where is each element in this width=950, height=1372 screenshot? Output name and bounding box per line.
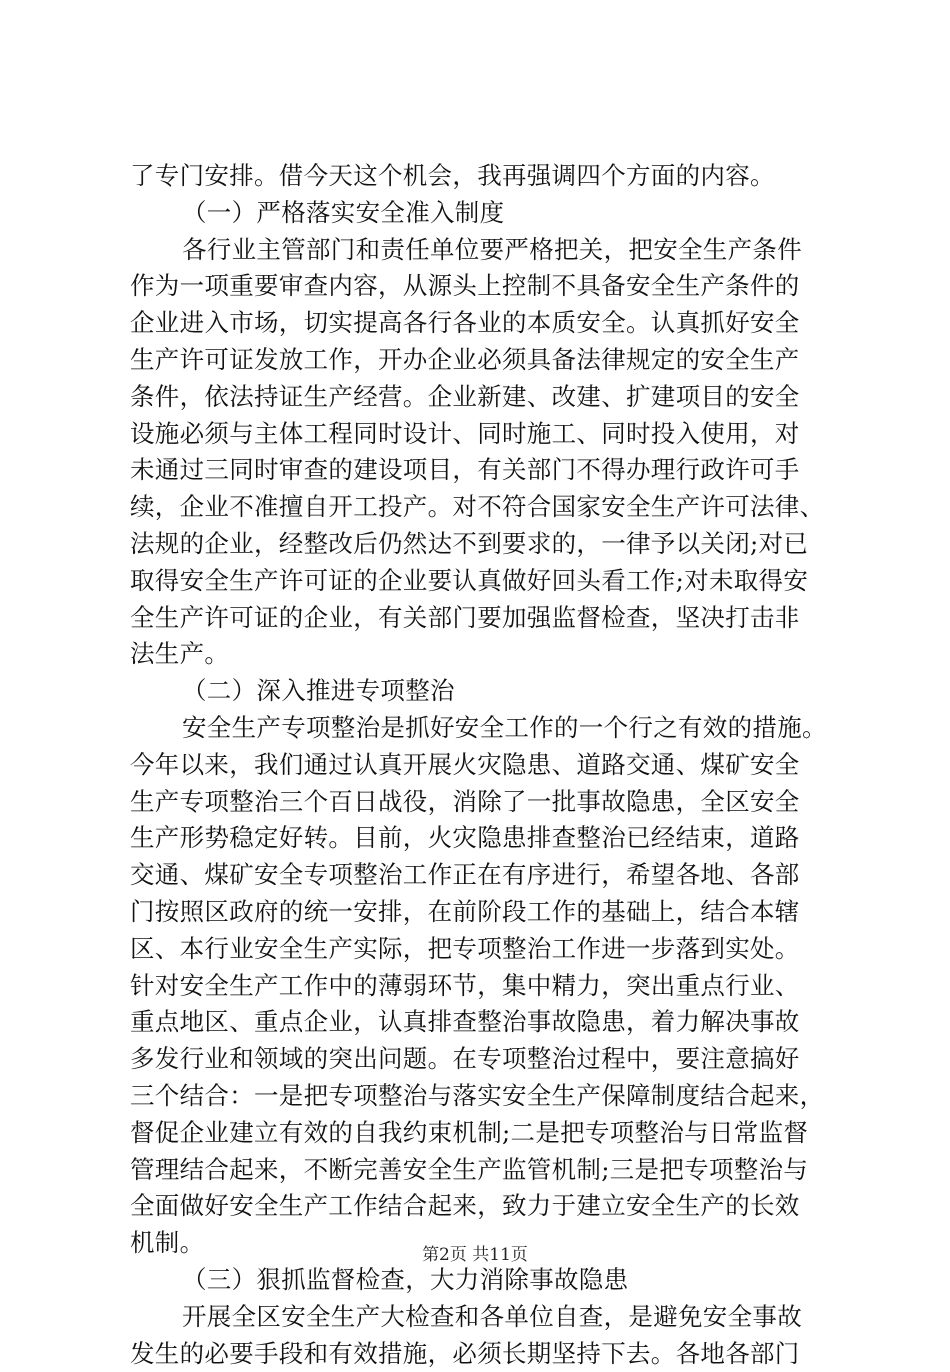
- paragraph-line: 今年以来，我们通过认真开展火灾隐患、道路交通、煤矿安全: [130, 747, 830, 784]
- paragraph-line: 企业进入市场，切实提高各行各业的本质安全。认真抓好安全: [130, 305, 830, 342]
- document-body: [130, 158, 830, 1372]
- paragraph-line: 安全生产专项整治是抓好安全工作的一个行之有效的措施。: [130, 710, 830, 747]
- section-heading: （一）严格落实安全准入制度: [130, 195, 830, 232]
- paragraph-line: 针对安全生产工作中的薄弱环节，集中精力，突出重点行业、: [130, 968, 830, 1005]
- paragraph-line: 各行业主管部门和责任单位要严格把关，把安全生产条件: [130, 232, 830, 269]
- paragraph-line: 法生产。: [130, 636, 830, 673]
- page-footer: 第2页 共11页: [0, 1243, 950, 1267]
- paragraph-line: 开展全区安全生产大检查和各单位自查，是避免安全事故: [130, 1299, 830, 1336]
- paragraph-line: 重点地区、重点企业，认真排查整治事故隐患，着力解决事故: [130, 1004, 830, 1041]
- paragraph-line: 区、本行业安全生产实际，把专项整治工作进一步落到实处。: [130, 931, 830, 968]
- paragraph-line: 生产形势稳定好转。目前，火灾隐患排查整治已经结束，道路: [130, 820, 830, 857]
- paragraph-line: 全面做好安全生产工作结合起来，致力于建立安全生产的长效: [130, 1188, 830, 1225]
- paragraph-line: 了专门安排。借今天这个机会，我再强调四个方面的内容。: [130, 158, 830, 195]
- paragraph-line: 三个结合：一是把专项整治与落实安全生产保障制度结合起来，: [130, 1078, 830, 1115]
- paragraph-line: 作为一项重要审查内容，从源头上控制不具备安全生产条件的: [130, 268, 830, 305]
- paragraph-line: 未通过三同时审查的建设项目，有关部门不得办理行政许可手: [130, 452, 830, 489]
- paragraph-line: 多发行业和领域的突出问题。在专项整治过程中，要注意搞好: [130, 1041, 830, 1078]
- paragraph-line: 全生产许可证的企业，有关部门要加强监督检查，坚决打击非: [130, 600, 830, 637]
- paragraph-line: 交通、煤矿安全专项整治工作正在有序进行，希望各地、各部: [130, 857, 830, 894]
- paragraph-line: 设施必须与主体工程同时设计、同时施工、同时投入使用，对: [130, 416, 830, 453]
- paragraph-line: 续，企业不准擅自开工投产。对不符合国家安全生产许可法律、: [130, 489, 830, 526]
- paragraph-line: 法规的企业，经整改后仍然达不到要求的，一律予以关闭;对已: [130, 526, 830, 563]
- paragraph-line: 取得安全生产许可证的企业要认真做好回头看工作;对未取得安: [130, 563, 830, 600]
- paragraph-line: 机制。: [130, 1225, 830, 1262]
- paragraph-line: 管理结合起来，不断完善安全生产监管机制;三是把专项整治与: [130, 1152, 830, 1189]
- section-heading: （三）狠抓监督检查，大力消除事故隐患: [130, 1262, 830, 1299]
- paragraph-line: 生产许可证发放工作，开办企业必须具备法律规定的安全生产: [130, 342, 830, 379]
- paragraph-line: 督促企业建立有效的自我约束机制;二是把专项整治与日常监督: [130, 1115, 830, 1152]
- paragraph-line: 条件，依法持证生产经营。企业新建、改建、扩建项目的安全: [130, 379, 830, 416]
- paragraph-line: 生产专项整治三个百日战役，消除了一批事故隐患，全区安全: [130, 784, 830, 821]
- section-heading: （二）深入推进专项整治: [130, 673, 830, 710]
- paragraph-line: 门按照区政府的统一安排，在前阶段工作的基础上，结合本辖: [130, 894, 830, 931]
- paragraph-line: 发生的必要手段和有效措施，必须长期坚持下去。各地各部门: [130, 1336, 830, 1372]
